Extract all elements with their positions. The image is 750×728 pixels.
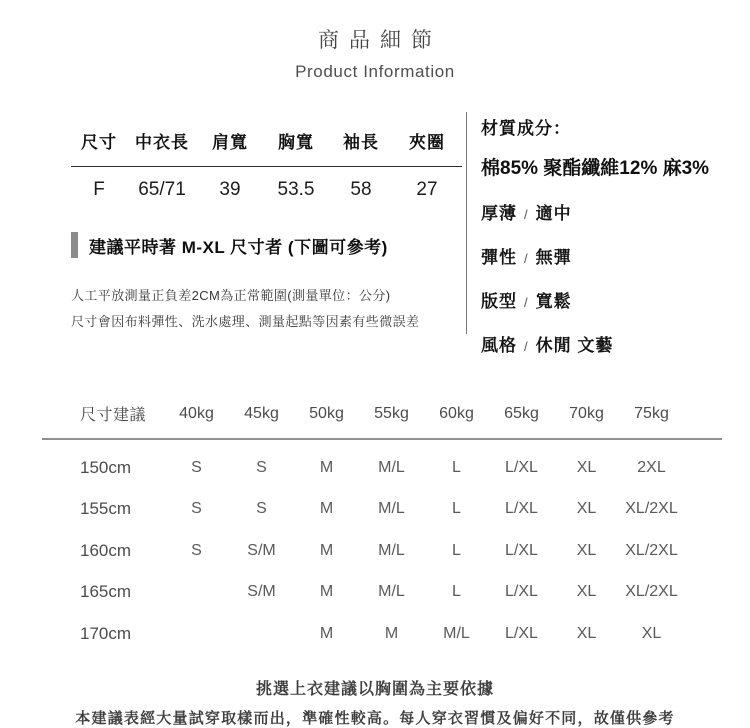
measure-value: 65/71	[138, 179, 186, 200]
height-label: 150cm	[80, 457, 132, 477]
size-cell: XL	[576, 624, 597, 642]
size-cell: XL	[576, 541, 597, 559]
size-chart-header	[0, 402, 750, 425]
attribute-label: 彈性	[481, 248, 517, 267]
size-cell: L	[452, 583, 461, 601]
weight-header: 75kg	[634, 404, 669, 422]
size-cell: L	[452, 500, 461, 518]
size-chart-row-165cm	[0, 572, 750, 614]
size-cell: S	[191, 541, 202, 559]
size-cell: S	[191, 458, 202, 476]
measure-value: 53.5	[277, 179, 315, 200]
note-line: 尺寸會因布料彈性、洗水處理、測量起點等因素有些微誤差	[71, 314, 420, 329]
size-cell: M/L	[378, 458, 405, 476]
size-cell: M/L	[378, 541, 405, 559]
accent-bar	[71, 232, 78, 258]
material-column	[467, 112, 750, 356]
size-cell: L/XL	[505, 583, 538, 601]
height-label: 165cm	[80, 582, 132, 602]
size-cell: M	[319, 624, 334, 642]
size-cell: L	[452, 541, 461, 559]
attribute-row-style	[481, 331, 750, 356]
size-cell: M/L	[378, 583, 405, 601]
measure-col-header: 胸寬	[278, 133, 314, 152]
weight-header: 45kg	[244, 404, 279, 422]
size-cell: M/L	[443, 624, 470, 642]
size-cell: L	[452, 458, 461, 476]
height-label: 170cm	[80, 623, 132, 643]
size-cell: XL/2XL	[625, 500, 678, 518]
attribute-row-thickness	[481, 199, 750, 224]
size-cell: M	[319, 583, 334, 601]
size-cell: S/M	[247, 541, 276, 559]
size-chart-corner-label: 尺寸建議	[80, 407, 147, 424]
attribute-separator: /	[524, 251, 529, 266]
size-cell: M/L	[378, 500, 405, 518]
size-cell: 2XL	[637, 458, 666, 476]
measurement-notes	[71, 283, 466, 335]
weight-header: 70kg	[569, 404, 604, 422]
size-cell: L/XL	[505, 624, 538, 642]
attribute-row-fit	[481, 287, 750, 312]
size-recommendation-chart	[0, 402, 750, 655]
attribute-value: 無彈	[535, 248, 572, 267]
size-suggestion	[71, 232, 466, 258]
attribute-label: 版型	[481, 292, 517, 311]
size-cell: L/XL	[505, 541, 538, 559]
attribute-separator: /	[524, 295, 529, 310]
size-chart-rule	[42, 438, 722, 440]
size-cell: XL/2XL	[625, 583, 678, 601]
measure-col-header: 夾圈	[409, 133, 445, 152]
material-composition: 棉85% 聚酯纖維12% 麻3%	[481, 158, 710, 179]
attribute-value: 休閒 文藝	[535, 336, 614, 355]
page-title: 商品細節	[318, 29, 442, 52]
measurement-column	[0, 112, 466, 335]
page-subtitle: Product Information	[295, 62, 455, 81]
size-cell: M	[384, 624, 399, 642]
size-chart-row-170cm	[0, 613, 750, 655]
size-cell: XL	[641, 624, 662, 642]
attribute-value: 寬鬆	[535, 292, 572, 311]
size-cell: XL	[576, 500, 597, 518]
attribute-separator: /	[524, 207, 529, 222]
measurement-table-row	[71, 167, 462, 201]
measure-value: 58	[350, 179, 372, 200]
note-line: 人工平放測量正負差2CM為正常範圍(測量單位：公分)	[71, 288, 391, 303]
measure-col-header: 肩寬	[212, 133, 248, 152]
weight-header: 65kg	[504, 404, 539, 422]
attribute-label: 風格	[481, 336, 517, 355]
size-cell: S	[256, 458, 267, 476]
footer-primary-note: 挑選上衣建議以胸圍為主要依據	[255, 680, 494, 698]
weight-header: 40kg	[179, 404, 214, 422]
attribute-value: 適中	[535, 204, 572, 223]
measurement-table-header	[71, 112, 462, 167]
measure-value: F	[93, 179, 105, 200]
size-cell: XL	[576, 583, 597, 601]
footer-disclaimer: 本建議表經大量試穿取樣而出，準確性較高。每人穿衣習慣及偏好不同，故僅供參考	[75, 709, 675, 727]
weight-header: 50kg	[309, 404, 344, 422]
size-chart-body	[0, 447, 750, 655]
size-suggestion-text: 建議平時著 M-XL 尺寸者 (下圖可參考)	[89, 237, 388, 257]
footer-notes	[0, 676, 750, 728]
measure-value: 39	[219, 179, 241, 200]
attribute-label: 厚薄	[481, 204, 517, 223]
weight-header: 60kg	[439, 404, 474, 422]
attribute-row-elasticity	[481, 243, 750, 268]
size-cell: L/XL	[505, 458, 538, 476]
info-section	[0, 112, 750, 356]
size-cell: S	[256, 500, 267, 518]
size-chart-row-150cm	[0, 447, 750, 489]
attribute-list	[481, 199, 750, 356]
size-cell: XL/2XL	[625, 541, 678, 559]
size-cell: S	[191, 500, 202, 518]
size-chart-row-155cm	[0, 489, 750, 531]
size-cell: M	[319, 458, 334, 476]
attribute-separator: /	[524, 339, 529, 354]
measure-col-header: 中衣長	[135, 133, 189, 152]
material-title: 材質成分：	[481, 119, 571, 138]
page-header	[0, 0, 750, 82]
size-cell: M	[319, 541, 334, 559]
measure-col-header: 袖長	[343, 133, 379, 152]
height-label: 155cm	[80, 499, 132, 519]
size-cell: XL	[576, 458, 597, 476]
size-cell: M	[319, 500, 334, 518]
height-label: 160cm	[80, 540, 132, 560]
size-cell: S/M	[247, 583, 276, 601]
measure-col-header: 尺寸	[81, 133, 117, 152]
size-chart-row-160cm	[0, 530, 750, 572]
measure-value: 27	[416, 179, 438, 200]
weight-header: 55kg	[374, 404, 409, 422]
size-cell: L/XL	[505, 500, 538, 518]
